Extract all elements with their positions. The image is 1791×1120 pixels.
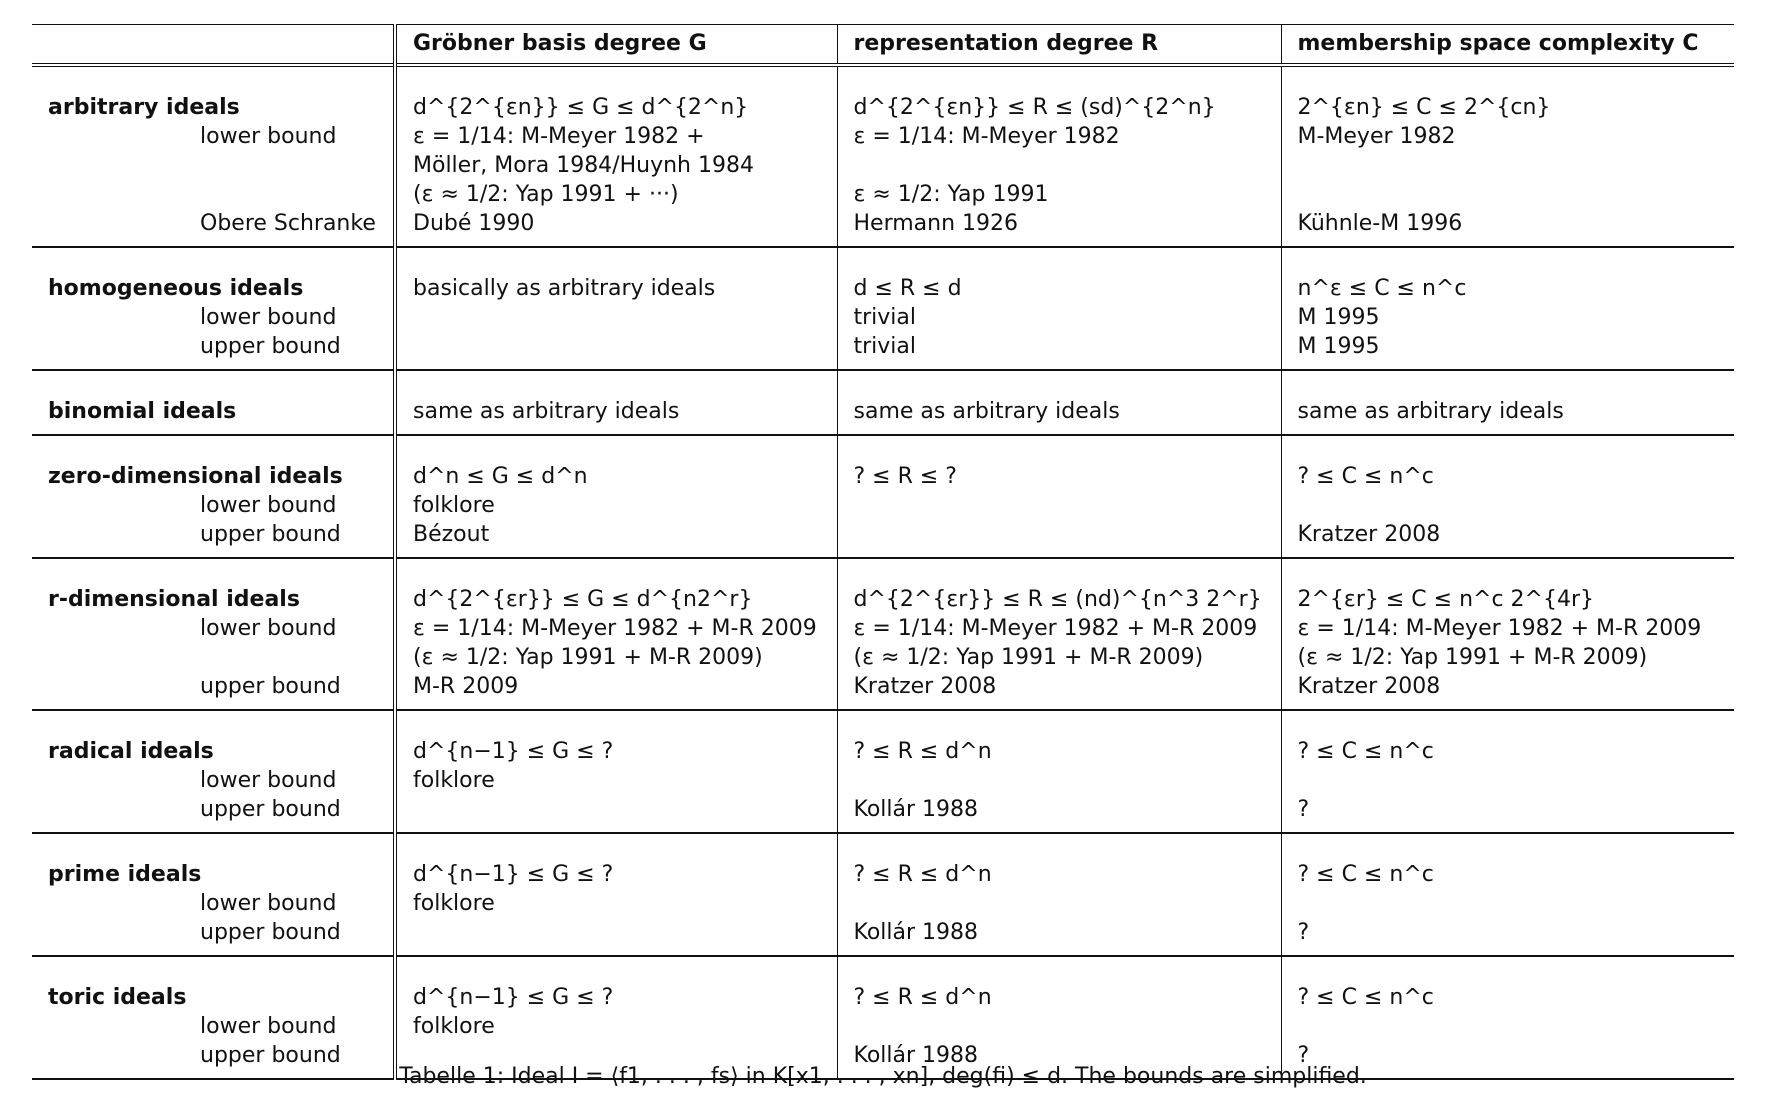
bound-type-label: upper bound — [200, 334, 341, 359]
membership-cell — [1281, 435, 1734, 558]
bound-formula: d^{2^{εn}} ≤ G ≤ d^{2^n} — [413, 95, 749, 120]
groebner-cell — [395, 370, 837, 435]
groebner-cell — [395, 710, 837, 833]
table-row — [32, 710, 1734, 833]
bound-reference: folklore — [413, 1014, 495, 1039]
table-row — [32, 956, 1734, 1079]
bound-formula: ? ≤ R ≤ ? — [853, 464, 957, 489]
bound-reference: Möller, Mora 1984/Huynh 1984 — [413, 153, 754, 178]
groebner-cell — [395, 558, 837, 710]
table-row — [32, 370, 1734, 435]
bound-formula: d^n ≤ G ≤ d^n — [413, 464, 588, 489]
paper-table-figure — [32, 24, 1734, 1089]
bound-reference: Kollár 1988 — [853, 797, 979, 822]
row-label-cell — [32, 65, 395, 247]
row-label-cell — [32, 833, 395, 956]
bound-formula: n^ε ≤ C ≤ n^c — [1297, 276, 1467, 301]
groebner-cell — [395, 65, 837, 247]
bound-type-label: upper bound — [200, 797, 341, 822]
bound-formula: ? ≤ R ≤ d^n — [853, 985, 992, 1010]
bound-formula: ? ≤ C ≤ n^c — [1297, 464, 1434, 489]
membership-cell — [1281, 558, 1734, 710]
ideal-class-name: radical ideals — [48, 739, 214, 764]
bound-reference — [1298, 180, 1735, 209]
bound-reference — [854, 520, 1281, 549]
bound-type-label: upper bound — [200, 522, 341, 547]
bound-type-label: lower bound — [200, 305, 337, 330]
bound-formula: 2^{εn} ≤ C ≤ 2^{cn} — [1297, 95, 1551, 120]
groebner-cell — [395, 956, 837, 1079]
representation-cell — [837, 370, 1281, 435]
ideal-class-name: toric ideals — [48, 985, 187, 1010]
bound-reference — [1298, 889, 1735, 918]
bound-reference: ? — [1297, 920, 1310, 945]
bound-reference: Kollár 1988 — [853, 1043, 979, 1068]
ideal-class-name: homogeneous ideals — [48, 276, 304, 301]
ideal-class-name: binomial ideals — [48, 399, 237, 424]
bound-reference — [1298, 1012, 1735, 1041]
bound-reference — [854, 491, 1281, 520]
representation-cell — [837, 435, 1281, 558]
bound-type-label: lower bound — [200, 768, 337, 793]
bound-reference: Kratzer 2008 — [1297, 674, 1441, 699]
bound-reference: M 1995 — [1297, 305, 1380, 330]
bound-reference: ? — [1297, 797, 1310, 822]
bound-reference: Kratzer 2008 — [1297, 522, 1441, 547]
bound-reference — [854, 1012, 1281, 1041]
bound-formula: d^{2^{εn}} ≤ R ≤ (sd)^{2^n} — [853, 95, 1216, 120]
bound-reference: folklore — [413, 493, 495, 518]
bound-reference: M-R 2009 — [413, 674, 519, 699]
membership-cell — [1281, 710, 1734, 833]
groebner-cell — [395, 247, 837, 370]
row-label-cell — [32, 435, 395, 558]
bound-reference: Bézout — [413, 522, 490, 547]
representation-cell — [837, 247, 1281, 370]
header-representation: representation degree R — [837, 25, 1281, 66]
bound-reference: Kratzer 2008 — [853, 674, 997, 699]
bound-reference — [1298, 766, 1735, 795]
bound-reference: trivial — [853, 334, 917, 359]
ideal-class-name: r-dimensional ideals — [48, 587, 300, 612]
header-groebner: Gröbner basis degree G — [395, 25, 837, 66]
bound-reference: M 1995 — [1297, 334, 1380, 359]
bound-reference — [854, 151, 1281, 180]
bound-type-label: lower bound — [200, 124, 337, 149]
bound-formula: ? ≤ R ≤ d^n — [853, 862, 992, 887]
table-row — [32, 558, 1734, 710]
bound-reference: Kühnle-M 1996 — [1297, 211, 1463, 236]
membership-cell — [1281, 247, 1734, 370]
table-row — [32, 435, 1734, 558]
row-label-cell — [32, 558, 395, 710]
bound-type-label: lower bound — [200, 493, 337, 518]
groebner-cell — [395, 833, 837, 956]
bound-formula: d^{n−1} ≤ G ≤ ? — [413, 862, 614, 887]
header-row — [32, 25, 1734, 66]
bound-formula: same as arbitrary ideals — [1297, 399, 1564, 424]
bound-formula: same as arbitrary ideals — [413, 399, 680, 424]
bound-reference: ε = 1/14: M-Meyer 1982 + M-R 2009 — [1297, 616, 1702, 641]
bound-reference: ε = 1/14: M-Meyer 1982 + M-R 2009 — [413, 616, 817, 641]
bound-formula: same as arbitrary ideals — [853, 399, 1120, 424]
table-row — [32, 247, 1734, 370]
bound-formula: d^{2^{εr}} ≤ R ≤ (nd)^{n^3 2^r} — [853, 587, 1262, 612]
bound-type-label: lower bound — [200, 891, 337, 916]
bound-formula: ? ≤ C ≤ n^c — [1297, 739, 1434, 764]
bound-reference: folklore — [413, 891, 495, 916]
bound-type-label: lower bound — [200, 1014, 337, 1039]
header-empty — [32, 25, 395, 66]
groebner-cell — [395, 435, 837, 558]
bound-type-label — [48, 151, 393, 180]
bound-formula: d^{n−1} ≤ G ≤ ? — [413, 985, 614, 1010]
representation-cell — [837, 65, 1281, 247]
bound-type-label: upper bound — [200, 674, 341, 699]
bound-reference: Dubé 1990 — [413, 211, 535, 236]
bound-reference — [413, 918, 837, 947]
bound-type-label: upper bound — [200, 1043, 341, 1068]
bound-reference: (ε ≈ 1/2: Yap 1991 + M-R 2009) — [413, 645, 763, 670]
representation-cell — [837, 956, 1281, 1079]
bound-reference: Hermann 1926 — [853, 211, 1019, 236]
bound-reference: folklore — [413, 768, 495, 793]
representation-cell — [837, 710, 1281, 833]
ideal-class-name: prime ideals — [48, 862, 202, 887]
bound-formula: 2^{εr} ≤ C ≤ n^c 2^{4r} — [1297, 587, 1594, 612]
bound-formula: ? ≤ C ≤ n^c — [1297, 985, 1434, 1010]
row-label-cell — [32, 247, 395, 370]
ideal-class-name: arbitrary ideals — [48, 95, 240, 120]
bound-formula: ? ≤ C ≤ n^c — [1297, 862, 1434, 887]
bound-formula: d^{n−1} ≤ G ≤ ? — [413, 739, 614, 764]
membership-cell — [1281, 956, 1734, 1079]
bound-formula: ? ≤ R ≤ d^n — [853, 739, 992, 764]
bound-reference: Kollár 1988 — [853, 920, 979, 945]
table-caption: Tabelle 1: Ideal I = ⟨f1, . . . , fs⟩ in K[x1, . . . , xn], deg(fi) ≤ d. The bounds are simplified. — [399, 1064, 1367, 1089]
bound-type-label: Obere Schranke — [200, 211, 376, 236]
row-label-cell — [32, 370, 395, 435]
bound-type-label — [48, 643, 393, 672]
bound-formula: d ≤ R ≤ d — [853, 276, 962, 301]
bound-reference — [854, 766, 1281, 795]
bound-reference — [413, 795, 837, 824]
representation-cell — [837, 833, 1281, 956]
bound-reference: ε ≈ 1/2: Yap 1991 — [853, 182, 1049, 207]
bound-reference: ε = 1/14: M-Meyer 1982 — [853, 124, 1120, 149]
bound-reference: (ε ≈ 1/2: Yap 1991 + M-R 2009) — [1297, 645, 1648, 670]
ideal-class-name: zero-dimensional ideals — [48, 464, 343, 489]
bound-type-label: upper bound — [200, 920, 341, 945]
bound-reference — [1298, 151, 1735, 180]
header-membership: membership space complexity C — [1297, 31, 1699, 56]
bound-formula: d^{2^{εr}} ≤ G ≤ d^{n2^r} — [413, 587, 753, 612]
representation-cell — [837, 558, 1281, 710]
bound-reference: (ε ≈ 1/2: Yap 1991 + ···) — [413, 182, 679, 207]
membership-cell — [1281, 65, 1734, 247]
membership-cell — [1281, 370, 1734, 435]
bound-reference — [1298, 491, 1735, 520]
membership-cell — [1281, 833, 1734, 956]
row-label-cell — [32, 956, 395, 1079]
bound-reference: trivial — [853, 305, 917, 330]
bound-reference: ? — [1297, 1043, 1310, 1068]
row-label-cell — [32, 710, 395, 833]
bound-reference: M-Meyer 1982 — [1297, 124, 1456, 149]
table-row — [32, 833, 1734, 956]
bound-reference — [854, 889, 1281, 918]
bound-formula: basically as arbitrary ideals — [413, 276, 716, 301]
bound-reference: (ε ≈ 1/2: Yap 1991 + M-R 2009) — [853, 645, 1204, 670]
bound-type-label — [48, 180, 393, 209]
table-row — [32, 65, 1734, 247]
bounds-table — [32, 24, 1734, 1080]
bound-type-label: lower bound — [200, 616, 337, 641]
bound-reference: ε = 1/14: M-Meyer 1982 + M-R 2009 — [853, 616, 1258, 641]
bound-reference: ε = 1/14: M-Meyer 1982 + — [413, 124, 705, 149]
